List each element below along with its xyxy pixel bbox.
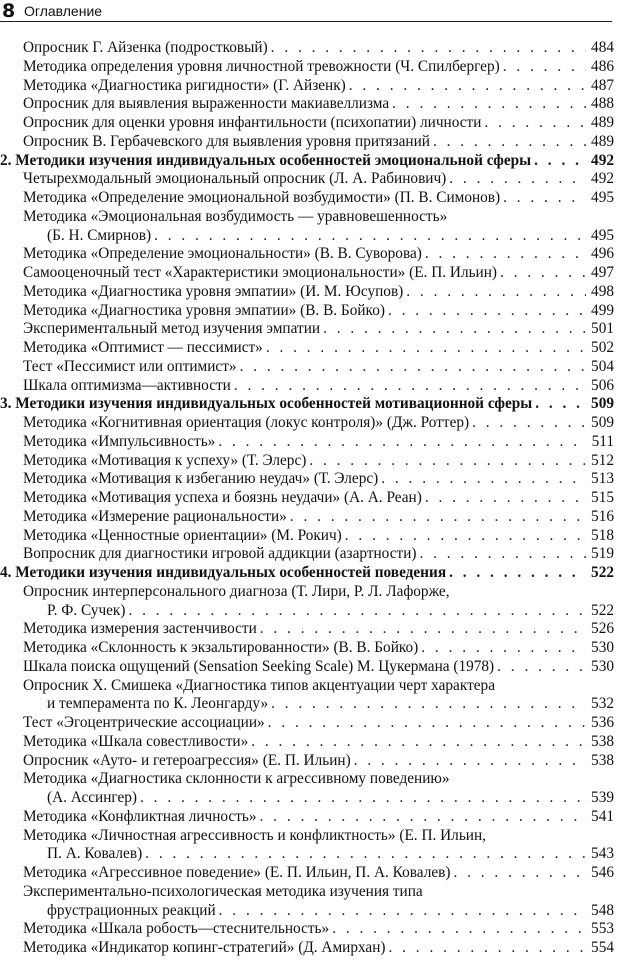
toc-entry-row: [0, 358, 620, 377]
toc-entry-title: [23, 358, 586, 377]
toc-entry-text: Методика измерения застенчивости: [23, 620, 257, 638]
toc-page-number: 543: [591, 845, 614, 863]
dot-leader: [453, 864, 586, 883]
toc-entry-text: (Б. Н. Смирнов): [47, 226, 152, 244]
toc-entry-row: [0, 733, 620, 752]
toc-page-number: 519: [591, 545, 614, 563]
toc-entry-title: [23, 245, 586, 264]
toc-entry-text: Методика «Шкала совестливости»: [23, 732, 249, 750]
toc-page-number: 484: [591, 39, 614, 56]
toc-page-number: 489: [591, 114, 614, 131]
toc-entry-title: [23, 733, 586, 752]
dot-leader: [535, 395, 586, 414]
toc-entry-text: Опросник В. Гербачевского для выявления уровня притязаний: [23, 132, 430, 150]
toc-entry-row: [0, 302, 620, 321]
toc-page-number: 513: [591, 470, 614, 488]
toc-entry-text: Вопросник для диагностики игровой аддикции (азартности): [23, 545, 417, 563]
toc-entry-row: [0, 639, 620, 658]
toc-entry-row: [0, 452, 620, 471]
toc-page-number: 501: [591, 320, 614, 338]
dot-leader: [425, 245, 586, 264]
toc-section-row: [0, 395, 620, 414]
toc-entry-row: [0, 583, 620, 602]
toc-entry-title: [0, 564, 586, 583]
toc-page-number: 548: [591, 901, 614, 919]
toc-entry-title: [23, 508, 586, 527]
toc-entry-text: Методика «Диагностика уровня эмпатии» (В. В. Бойко): [23, 301, 385, 319]
dot-leader: [323, 320, 586, 339]
dot-leader: [392, 95, 586, 114]
dot-leader: [345, 527, 586, 546]
toc-page-number: 516: [591, 507, 614, 525]
toc-entry-text: Методика «Оптимист — пессимист»: [23, 339, 263, 356]
toc-entry-text: Экспериментальный метод изучения эмпатии: [23, 320, 321, 338]
toc-entry-row: [0, 752, 620, 771]
toc-page-number: 486: [591, 57, 614, 75]
toc-entry-row: [0, 545, 620, 564]
toc-entry-text: Методика «Измерение рациональности»: [23, 507, 287, 525]
toc-entry-row: [0, 227, 620, 246]
toc-entry-text: Тест «Пессимист или оптимист»: [23, 357, 237, 375]
toc-entry-text: Опросник Х. Смишека «Диагностика типов акцентуации черт характера: [23, 676, 495, 694]
toc-page-number: 509: [591, 395, 614, 413]
dot-leader: [421, 639, 586, 658]
toc-entry-text: Методика «Когнитивная ориентация (локус контроля)» (Дж. Роттер): [23, 414, 470, 431]
toc-entry-text: Методика «Шкала робость—стеснительность»: [23, 920, 330, 938]
dot-leader: [218, 433, 586, 452]
toc-entry-title: [23, 133, 586, 152]
toc-page-number: 541: [591, 807, 614, 825]
toc-entry-title: [23, 170, 586, 189]
toc-page-number: 518: [591, 526, 614, 544]
toc-entry-row: [0, 864, 620, 883]
toc-page-number: 498: [591, 282, 614, 300]
toc-page-number: 488: [591, 95, 614, 113]
toc-entry-text: Методика «Конфликтная личность»: [23, 807, 257, 825]
toc-entry-title: [0, 152, 586, 171]
dot-leader: [419, 545, 586, 564]
toc-entry-row: [0, 489, 620, 508]
toc-page-number: 554: [591, 939, 614, 956]
toc-entry-row: [0, 320, 620, 339]
toc-entry-text: П. А. Ковалев): [47, 845, 143, 863]
toc-entry-title: [23, 620, 586, 639]
toc-entry-text: 4. Методики изучения индивидуальных особенностей поведения: [0, 564, 447, 581]
dot-leader: [290, 508, 586, 527]
toc-entry-row: [0, 939, 620, 958]
toc-entry-row: [0, 264, 620, 283]
dot-leader: [433, 133, 586, 152]
toc-page-number: 492: [591, 170, 614, 188]
toc-entry-text: Опросник для выявления выраженности макиавеллизма: [23, 95, 390, 113]
dot-leader: [349, 77, 586, 96]
toc-entry-title: [23, 545, 586, 564]
toc-entry-row: [0, 433, 620, 452]
toc-entry-row: [0, 170, 620, 189]
toc-entry-title: [23, 339, 586, 358]
toc-entry-text: Методика «Диагностика уровня эмпатии» (И. М. Юсупов): [23, 282, 404, 300]
toc-entry-title: [23, 283, 586, 302]
toc-entry-row: [0, 883, 620, 902]
toc-entry-row: [0, 208, 620, 227]
toc-entry-title: [47, 845, 586, 864]
toc-entry-row: [0, 827, 620, 846]
toc-entry-row: [0, 845, 620, 864]
toc-page-number: 522: [591, 601, 614, 619]
toc-entry-text: Методика «Мотивация к избеганию неудач» (Т. Элерс): [23, 470, 379, 488]
toc-entry-row: [0, 920, 620, 939]
toc-entry-row: [0, 58, 620, 77]
toc-entry-row: [0, 677, 620, 696]
dot-leader: [534, 152, 586, 171]
toc-entry-text: Методика «Диагностика склонности к агрессивному поведению»: [23, 770, 450, 788]
dot-leader: [497, 658, 586, 677]
dot-leader: [271, 695, 586, 714]
toc-entry-title: [23, 752, 586, 771]
toc-section-row: [0, 152, 620, 171]
dot-leader: [388, 302, 586, 321]
toc-entry-row: [0, 414, 620, 433]
toc-entry-row: [0, 189, 620, 208]
toc-page-number: 492: [591, 151, 614, 169]
toc-entry-row: [0, 39, 620, 58]
toc-page-number: 538: [591, 732, 614, 750]
toc-entry-row: [0, 339, 620, 358]
toc-entry-text: Методика «Эмоциональная возбудимость — уравновешенность»: [23, 207, 448, 225]
toc-entry-title: [0, 395, 586, 414]
toc-entry-row: [0, 508, 620, 527]
toc-page-number: 536: [591, 714, 614, 731]
toc-entry-row: [0, 770, 620, 789]
toc-entry-title: [23, 639, 586, 658]
toc-entry-text: Самооценочный тест «Характеристики эмоциональности» (Е. П. Ильин): [23, 264, 498, 281]
toc-entry-title: [23, 302, 586, 321]
page-number: 8: [2, 0, 16, 22]
toc-page-number: 509: [591, 414, 614, 431]
toc-entry-text: фрустрационных реакций: [47, 901, 216, 919]
toc-entry-title: [23, 658, 586, 677]
dot-leader: [251, 733, 586, 752]
toc-entry-title: [23, 939, 586, 958]
toc-entry-row: [0, 602, 620, 621]
dot-leader: [354, 752, 586, 771]
dot-leader: [449, 170, 586, 189]
toc-entry-row: [0, 95, 620, 114]
toc-entry-text: Методика «Мотивация успеха и боязнь неудачи» (А. А. Реан): [23, 489, 422, 506]
toc-page-number: 515: [591, 489, 614, 506]
toc-entry-text: Опросник для оценки уровня инфантильности (психопатии) личности: [23, 114, 482, 131]
toc-entry-title: [23, 452, 586, 471]
toc-page-number: 522: [591, 564, 614, 581]
toc-entry-title: [23, 827, 586, 846]
toc-entry-text: и темперамента по К. Леонгарду»: [47, 695, 269, 713]
toc-entry-title: [23, 39, 586, 58]
toc-page-number: 504: [591, 357, 614, 375]
toc-entry-text: Методика «Определение эмоциональной возбудимости» (П. В. Симонов): [23, 189, 501, 206]
toc-entry-title: [23, 808, 586, 827]
toc-entry-title: [23, 714, 586, 733]
toc-page-number: 496: [591, 245, 614, 263]
toc-entry-text: Опросник «Ауто- и гетероагрессия» (Е. П. Ильин): [23, 751, 351, 769]
toc-entry-title: [23, 58, 586, 77]
dot-leader: [449, 564, 586, 583]
toc-entry-row: [0, 527, 620, 546]
toc-entry-text: Методика «Индикатор копинг-стратегий» (Д. Амирхан): [23, 939, 386, 956]
toc-page-number: 526: [591, 620, 614, 638]
toc-section-row: [0, 564, 620, 583]
dot-leader: [154, 227, 586, 246]
dot-leader: [503, 189, 586, 208]
toc-page-number: 487: [591, 76, 614, 94]
toc-entry-text: Методика «Мотивация к успеху» (Т. Элерс): [23, 451, 307, 469]
toc-page-number: 511: [591, 432, 614, 450]
toc-page-number: 532: [591, 695, 614, 713]
dot-leader: [234, 377, 586, 396]
toc-page-number: 553: [591, 920, 614, 938]
toc-entry-row: [0, 133, 620, 152]
dot-leader: [266, 339, 586, 358]
dot-leader: [425, 489, 586, 508]
toc-entry-title: [47, 602, 586, 621]
toc-entry-row: [0, 695, 620, 714]
toc-entry-title: [23, 433, 586, 452]
toc-page-number: 530: [591, 657, 614, 675]
toc-page-number: 502: [591, 339, 614, 356]
toc-entry-title: [23, 677, 586, 696]
toc-entry-title: [23, 114, 586, 133]
toc-entry-text: 3. Методики изучения индивидуальных особенностей мотивационной сферы: [0, 395, 533, 413]
toc-page-number: 506: [591, 376, 614, 394]
dot-leader: [381, 470, 586, 489]
running-title: Оглавление: [24, 3, 103, 19]
toc-page-number: 538: [591, 751, 614, 769]
toc-entry-text: Методика «Агрессивное поведение» (Е. П. Ильин, П. А. Ковалев): [23, 864, 451, 881]
dot-leader: [260, 620, 586, 639]
toc-page-number: 546: [591, 864, 614, 881]
toc-entry-title: [47, 789, 586, 808]
toc-entry-text: Экспериментально-психологическая методика изучения типа: [23, 882, 423, 900]
toc-page-number: 495: [591, 226, 614, 244]
dot-leader: [219, 902, 586, 921]
toc-entry-row: [0, 620, 620, 639]
toc-entry-title: [23, 414, 586, 433]
dot-leader: [472, 414, 586, 433]
toc-entry-title: [23, 77, 586, 96]
toc-entry-title: [47, 227, 586, 246]
toc-entry-title: [23, 95, 586, 114]
toc-page-number: 489: [591, 132, 614, 150]
toc-entry-title: [23, 320, 586, 339]
toc-entry-text: Четырехмодальный эмоциональный опросник (Л. А. Рабинович): [23, 170, 447, 188]
toc-entry-title: [47, 902, 586, 921]
toc-entry-title: [23, 264, 586, 283]
toc-entry-row: [0, 470, 620, 489]
toc-entry-title: [47, 695, 586, 714]
dot-leader: [145, 845, 586, 864]
toc-entry-row: [0, 245, 620, 264]
table-of-contents: [0, 39, 620, 958]
dot-leader: [389, 939, 587, 958]
toc-entry-text: Методика «Импульсивность»: [23, 432, 216, 450]
toc-page-number: 495: [591, 189, 614, 206]
page-header: [0, 0, 620, 26]
toc-entry-text: Методика «Личностная агрессивность и конфликтность» (Е. П. Ильин,: [23, 826, 486, 844]
toc-entry-text: Опросник Г. Айзенка (подростковый): [23, 39, 268, 56]
dot-leader: [271, 39, 586, 58]
dot-leader: [406, 283, 586, 302]
toc-entry-title: [23, 377, 586, 396]
dot-leader: [140, 789, 586, 808]
toc-entry-title: [23, 489, 586, 508]
toc-entry-text: Методика определения уровня личностной тревожности (Ч. Спилбергер): [23, 57, 500, 75]
toc-entry-title: [23, 189, 586, 208]
toc-entry-row: [0, 114, 620, 133]
toc-entry-text: Методика «Диагностика ригидности» (Г. Айзенк): [23, 76, 346, 94]
dot-leader: [240, 358, 586, 377]
toc-entry-title: [23, 864, 586, 883]
toc-entry-text: Шкала поиска ощущений (Sensation Seeking Scale) М. Цукермана (1978): [23, 657, 495, 675]
toc-entry-text: Методика «Определение эмоциональности» (В. В. Суворова): [23, 245, 422, 263]
toc-entry-text: Методика «Склонность к экзальтированности» (В. В. Бойко): [23, 639, 419, 656]
toc-entry-row: [0, 808, 620, 827]
dot-leader: [503, 58, 586, 77]
toc-entry-title: [23, 583, 586, 602]
toc-page-number: 539: [591, 789, 614, 806]
dot-leader: [268, 714, 586, 733]
toc-entry-text: Тест «Эгоцентрические ассоциации»: [23, 714, 265, 731]
dot-leader: [309, 452, 586, 471]
toc-entry-row: [0, 77, 620, 96]
toc-page-number: 499: [591, 301, 614, 319]
toc-entry-row: [0, 789, 620, 808]
toc-entry-title: [23, 770, 586, 789]
header-rule: [0, 21, 612, 22]
toc-entry-title: [23, 527, 586, 546]
toc-page-number: 512: [591, 451, 614, 469]
toc-page-number: 530: [591, 639, 614, 656]
dot-leader: [500, 264, 586, 283]
toc-entry-row: [0, 658, 620, 677]
toc-entry-row: [0, 377, 620, 396]
toc-entry-text: Опросник интерперсонального диагноза (Т. Лири, Р. Л. Лафорже,: [23, 582, 450, 600]
toc-entry-row: [0, 902, 620, 921]
dot-leader: [332, 920, 586, 939]
toc-entry-title: [23, 208, 586, 227]
toc-entry-text: 2. Методики изучения индивидуальных особенностей эмоциональной сферы: [0, 151, 532, 169]
toc-entry-row: [0, 714, 620, 733]
dot-leader: [260, 808, 586, 827]
toc-entry-text: (А. Ассингер): [47, 789, 138, 806]
toc-entry-text: Р. Ф. Сучек): [47, 601, 126, 619]
dot-leader: [484, 114, 586, 133]
toc-entry-text: Шкала оптимизма—активности: [23, 376, 231, 394]
dot-leader: [128, 602, 586, 621]
toc-entry-title: [23, 470, 586, 489]
toc-entry-title: [23, 920, 586, 939]
toc-entry-text: Методика «Ценностные ориентации» (М. Рокич): [23, 526, 342, 544]
toc-entry-row: [0, 283, 620, 302]
toc-page-number: 497: [591, 264, 614, 281]
toc-entry-title: [23, 883, 586, 902]
